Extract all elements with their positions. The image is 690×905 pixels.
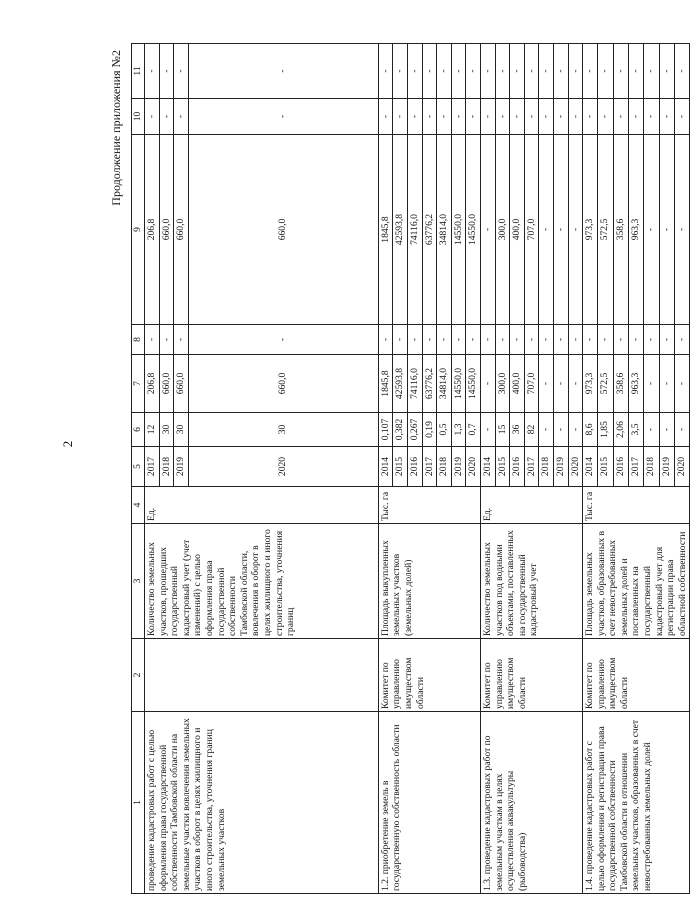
value-cell: 30 bbox=[174, 413, 189, 447]
col-header: 3 bbox=[132, 524, 145, 639]
value-cell: 2,06 bbox=[613, 413, 628, 447]
value-cell: - bbox=[510, 325, 525, 355]
year-cell: 2015 bbox=[495, 447, 510, 487]
value-cell: - bbox=[451, 44, 466, 99]
indicator-name: Площадь выкупленных земельных участков (земельных долей) bbox=[378, 524, 480, 639]
value-cell: - bbox=[553, 99, 568, 135]
value-cell: 14550,0 bbox=[466, 135, 481, 325]
col-header: 2 bbox=[132, 639, 145, 712]
value-cell: 572,5 bbox=[598, 135, 613, 325]
value-cell: - bbox=[659, 135, 674, 325]
activity-name: 1.4. проведение кадастровых работ с целью оформления и регистрации права государственной собственности Тамбовской области в отношении земельных участков, образованных в счет невостребованных земельных долей bbox=[583, 712, 690, 894]
col-header: 11 bbox=[132, 44, 145, 99]
value-cell: 660,0 bbox=[159, 135, 174, 325]
year-cell: 2017 bbox=[422, 447, 437, 487]
value-cell: 973,3 bbox=[583, 135, 598, 325]
value-cell: 707,0 bbox=[524, 135, 539, 325]
value-cell: 206,8 bbox=[145, 355, 160, 413]
value-cell: - bbox=[174, 44, 189, 99]
table-row bbox=[480, 44, 495, 894]
value-cell: - bbox=[378, 99, 393, 135]
value-cell: - bbox=[437, 44, 452, 99]
value-cell: 8,6 bbox=[583, 413, 598, 447]
value-cell: 1,3 bbox=[451, 413, 466, 447]
value-cell: - bbox=[629, 99, 644, 135]
value-cell: - bbox=[159, 44, 174, 99]
value-cell: - bbox=[407, 44, 422, 99]
value-cell: - bbox=[524, 99, 539, 135]
appendix-caption: Продолжение приложения №2 bbox=[109, 50, 123, 206]
value-cell: - bbox=[510, 44, 525, 99]
value-cell: - bbox=[159, 325, 174, 355]
value-cell: - bbox=[480, 355, 495, 413]
col-header: 10 bbox=[132, 99, 145, 135]
responsible-executor: Комитет по управлению имуществом области bbox=[583, 639, 690, 712]
value-cell: 0,19 bbox=[422, 413, 437, 447]
unit-of-measure: Ед. bbox=[480, 487, 582, 524]
value-cell: - bbox=[188, 44, 378, 99]
activity-name: проведение кадастровых работ с целью оформления права государственной собственности Тамбовской области на земельные участки вовлечения земельных участков в оборот в целях жилищного и иного строительства, уточнения границ земельных участков bbox=[145, 712, 379, 894]
value-cell: - bbox=[553, 44, 568, 99]
activity-name: 1.2. приобретение земель в государственную собственность области bbox=[378, 712, 480, 894]
year-cell: 2017 bbox=[524, 447, 539, 487]
value-cell: - bbox=[393, 44, 408, 99]
value-cell: - bbox=[524, 325, 539, 355]
value-cell: - bbox=[553, 135, 568, 325]
value-cell: - bbox=[598, 99, 613, 135]
value-cell: - bbox=[568, 44, 583, 99]
unit-of-measure: Тыс. га bbox=[583, 487, 690, 524]
year-cell: 2016 bbox=[510, 447, 525, 487]
value-cell: - bbox=[539, 44, 554, 99]
value-cell: - bbox=[539, 99, 554, 135]
value-cell: - bbox=[598, 325, 613, 355]
value-cell: 34814,0 bbox=[437, 355, 452, 413]
value-cell: - bbox=[145, 99, 160, 135]
value-cell: 42593,8 bbox=[393, 135, 408, 325]
year-cell: 2019 bbox=[553, 447, 568, 487]
value-cell: - bbox=[495, 99, 510, 135]
value-cell: - bbox=[659, 44, 674, 99]
table-row bbox=[378, 44, 393, 894]
value-cell: - bbox=[480, 44, 495, 99]
value-cell: - bbox=[422, 99, 437, 135]
responsible-executor: Комитет по управлению имуществом области bbox=[480, 639, 582, 712]
value-cell: 1845,8 bbox=[378, 355, 393, 413]
year-cell: 2016 bbox=[613, 447, 628, 487]
value-cell: - bbox=[539, 413, 554, 447]
year-cell: 2018 bbox=[159, 447, 174, 487]
value-cell: - bbox=[613, 44, 628, 99]
value-cell: - bbox=[659, 325, 674, 355]
value-cell: 963,3 bbox=[629, 355, 644, 413]
value-cell: 63776,2 bbox=[422, 135, 437, 325]
value-cell: - bbox=[539, 135, 554, 325]
value-cell: - bbox=[613, 325, 628, 355]
year-cell: 2018 bbox=[539, 447, 554, 487]
value-cell: 300,0 bbox=[495, 355, 510, 413]
value-cell: - bbox=[553, 413, 568, 447]
value-cell: - bbox=[613, 99, 628, 135]
value-cell: - bbox=[451, 99, 466, 135]
year-cell: 2018 bbox=[437, 447, 452, 487]
value-cell: - bbox=[629, 44, 644, 99]
value-cell: 206,8 bbox=[145, 135, 160, 325]
year-cell: 2015 bbox=[393, 447, 408, 487]
value-cell: - bbox=[568, 99, 583, 135]
value-cell: - bbox=[629, 325, 644, 355]
value-cell: - bbox=[188, 99, 378, 135]
year-cell: 2020 bbox=[466, 447, 481, 487]
year-cell: 2014 bbox=[480, 447, 495, 487]
value-cell: 1,85 bbox=[598, 413, 613, 447]
value-cell: 30 bbox=[159, 413, 174, 447]
value-cell: - bbox=[174, 99, 189, 135]
value-cell: - bbox=[644, 413, 659, 447]
value-cell: - bbox=[644, 135, 659, 325]
value-cell: - bbox=[378, 44, 393, 99]
col-header: 6 bbox=[132, 413, 145, 447]
header-row bbox=[132, 44, 145, 894]
value-cell: 300,0 bbox=[495, 135, 510, 325]
value-cell: - bbox=[145, 44, 160, 99]
value-cell: - bbox=[644, 44, 659, 99]
col-header: 8 bbox=[132, 325, 145, 355]
col-header: 7 bbox=[132, 355, 145, 413]
value-cell: - bbox=[659, 413, 674, 447]
value-cell: 14550,0 bbox=[451, 355, 466, 413]
value-cell: - bbox=[568, 135, 583, 325]
value-cell: 63776,2 bbox=[422, 355, 437, 413]
value-cell: - bbox=[378, 325, 393, 355]
year-cell: 2014 bbox=[583, 447, 598, 487]
value-cell: - bbox=[675, 325, 690, 355]
year-cell: 2016 bbox=[407, 447, 422, 487]
value-cell: - bbox=[407, 325, 422, 355]
value-cell: - bbox=[568, 355, 583, 413]
value-cell: 660,0 bbox=[174, 355, 189, 413]
value-cell: 12 bbox=[145, 413, 160, 447]
page-number: 2 bbox=[60, 440, 75, 448]
value-cell: - bbox=[675, 44, 690, 99]
value-cell: 14550,0 bbox=[466, 355, 481, 413]
value-cell: - bbox=[466, 99, 481, 135]
year-cell: 2014 bbox=[378, 447, 393, 487]
value-cell: 0,5 bbox=[437, 413, 452, 447]
value-cell: - bbox=[466, 44, 481, 99]
value-cell: 34814,0 bbox=[437, 135, 452, 325]
value-cell: - bbox=[539, 325, 554, 355]
indicator-name: Количество земельных участков под водными объектами, поставленных на государственный кадастровый учет bbox=[480, 524, 582, 639]
value-cell: 963,3 bbox=[629, 135, 644, 325]
value-cell: - bbox=[644, 99, 659, 135]
year-cell: 2019 bbox=[174, 447, 189, 487]
indicator-name: Количество земельных участков, прошедших государственный кадастровый учет (учет изменений) с целью оформления права государственной собственности Тамбовской области, вовлечения в оборот в целях жилищного и иного строительства, уточнения границ bbox=[145, 524, 379, 639]
activity-name: 1.3. проведение кадастровых работ по земельным участкам в целях осуществления аквакультуры (рыбоводства) bbox=[480, 712, 582, 894]
value-cell: 0,267 bbox=[407, 413, 422, 447]
year-cell: 2017 bbox=[145, 447, 160, 487]
unit-of-measure: Ед. bbox=[145, 487, 379, 524]
value-cell: 30 bbox=[188, 413, 378, 447]
year-cell: 2017 bbox=[629, 447, 644, 487]
unit-of-measure: Тыс. га bbox=[378, 487, 480, 524]
value-cell: 42593,8 bbox=[393, 355, 408, 413]
value-cell: - bbox=[480, 325, 495, 355]
year-cell: 2020 bbox=[675, 447, 690, 487]
value-cell: 400,0 bbox=[510, 355, 525, 413]
indicator-name: Площадь земельных участков, образованных в счет невостребованных земельных долей и поставленных на государственный кадастровый учет для регистрации права областной собственности bbox=[583, 524, 690, 639]
value-cell: 660,0 bbox=[159, 355, 174, 413]
value-cell: - bbox=[422, 44, 437, 99]
year-cell: 2015 bbox=[598, 447, 613, 487]
col-header: 1 bbox=[132, 712, 145, 894]
value-cell: 82 bbox=[524, 413, 539, 447]
value-cell: - bbox=[174, 325, 189, 355]
value-cell: - bbox=[539, 355, 554, 413]
value-cell: 400,0 bbox=[510, 135, 525, 325]
value-cell: 660,0 bbox=[188, 135, 378, 325]
value-cell: 3,5 bbox=[629, 413, 644, 447]
year-cell: 2020 bbox=[568, 447, 583, 487]
value-cell: - bbox=[524, 44, 539, 99]
value-cell: - bbox=[583, 44, 598, 99]
value-cell: - bbox=[675, 135, 690, 325]
value-cell: 74116,0 bbox=[407, 135, 422, 325]
year-cell: 2019 bbox=[659, 447, 674, 487]
value-cell: - bbox=[393, 99, 408, 135]
year-cell: 2019 bbox=[451, 447, 466, 487]
value-cell: 660,0 bbox=[174, 135, 189, 325]
value-cell: - bbox=[583, 325, 598, 355]
value-cell: - bbox=[495, 325, 510, 355]
rotated-page-content bbox=[105, 44, 688, 894]
value-cell: - bbox=[480, 135, 495, 325]
table-row bbox=[145, 44, 160, 894]
value-cell: 15 bbox=[495, 413, 510, 447]
value-cell: 0,382 bbox=[393, 413, 408, 447]
value-cell: - bbox=[675, 99, 690, 135]
responsible-executor bbox=[145, 639, 379, 712]
value-cell: 973,3 bbox=[583, 355, 598, 413]
value-cell: - bbox=[598, 44, 613, 99]
col-header: 5 bbox=[132, 447, 145, 487]
value-cell: 1845,8 bbox=[378, 135, 393, 325]
value-cell: 707,0 bbox=[524, 355, 539, 413]
value-cell: - bbox=[480, 99, 495, 135]
value-cell: - bbox=[568, 325, 583, 355]
value-cell: - bbox=[644, 355, 659, 413]
value-cell: - bbox=[422, 325, 437, 355]
value-cell: - bbox=[480, 413, 495, 447]
value-cell: - bbox=[675, 413, 690, 447]
value-cell: 572,5 bbox=[598, 355, 613, 413]
value-cell: 358,6 bbox=[613, 355, 628, 413]
value-cell: 660,0 bbox=[188, 355, 378, 413]
value-cell: - bbox=[451, 325, 466, 355]
value-cell: 0,7 bbox=[466, 413, 481, 447]
value-cell: - bbox=[644, 325, 659, 355]
value-cell: - bbox=[583, 99, 598, 135]
program-table bbox=[131, 43, 690, 894]
value-cell: 74116,0 bbox=[407, 355, 422, 413]
year-cell: 2018 bbox=[644, 447, 659, 487]
value-cell: 14550,0 bbox=[451, 135, 466, 325]
value-cell: 36 bbox=[510, 413, 525, 447]
value-cell: - bbox=[393, 325, 408, 355]
value-cell: 358,6 bbox=[613, 135, 628, 325]
value-cell: - bbox=[159, 99, 174, 135]
responsible-executor: Комитет по управлению имуществом области bbox=[378, 639, 480, 712]
value-cell: - bbox=[553, 355, 568, 413]
year-cell: 2020 bbox=[188, 447, 378, 487]
value-cell: 0,107 bbox=[378, 413, 393, 447]
value-cell: - bbox=[145, 325, 160, 355]
value-cell: - bbox=[495, 44, 510, 99]
value-cell: - bbox=[659, 355, 674, 413]
value-cell: - bbox=[437, 99, 452, 135]
value-cell: - bbox=[407, 99, 422, 135]
value-cell: - bbox=[437, 325, 452, 355]
value-cell: - bbox=[466, 325, 481, 355]
value-cell: - bbox=[553, 325, 568, 355]
value-cell: - bbox=[659, 99, 674, 135]
col-header: 9 bbox=[132, 135, 145, 325]
value-cell: - bbox=[510, 99, 525, 135]
value-cell: - bbox=[675, 355, 690, 413]
value-cell: - bbox=[568, 413, 583, 447]
value-cell: - bbox=[188, 325, 378, 355]
table-row bbox=[583, 44, 598, 894]
col-header: 4 bbox=[132, 487, 145, 524]
